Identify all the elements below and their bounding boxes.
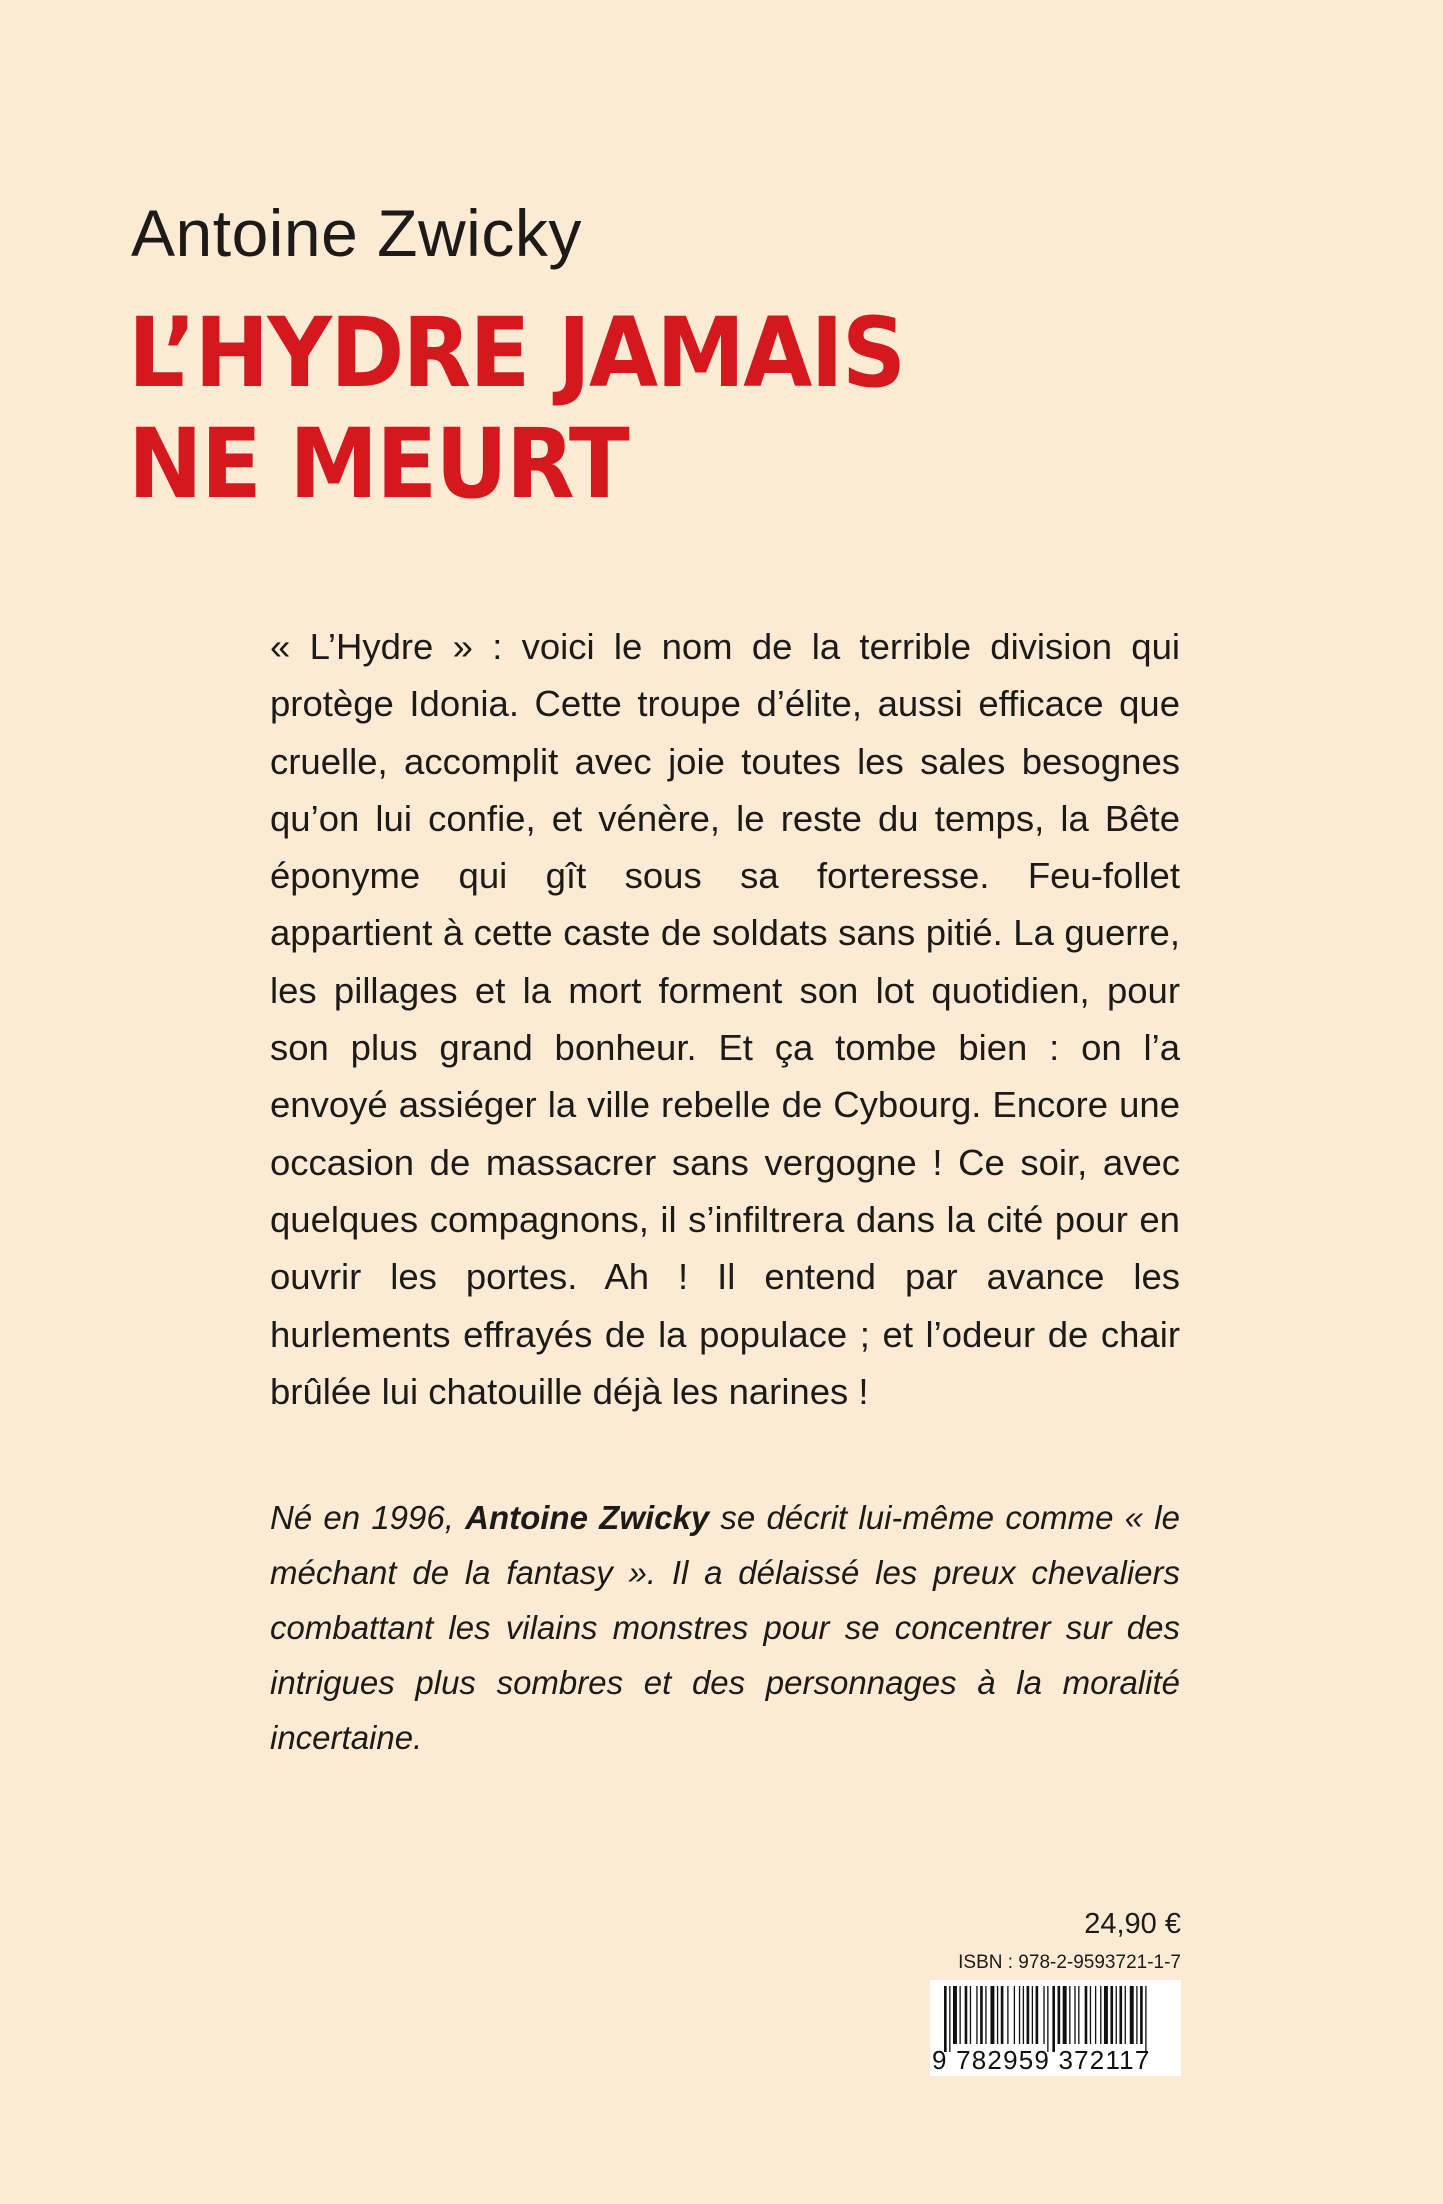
- author-name: Antoine Zwicky: [131, 196, 582, 270]
- author-bio-name: Antoine Zwicky: [465, 1499, 710, 1536]
- barcode: [930, 1980, 1181, 2076]
- author-bio-text: se décrit lui-même comme « le méchant de la fantasy ». Il a délaissé les preux chevaliers combattant les vilains monstres pour se concentrer sur des intrigues plus sombres et des personnages à la moralité incertaine.: [270, 1499, 1180, 1756]
- author-bio-prefix: Né en 1996,: [270, 1499, 466, 1536]
- author-bio: [270, 1490, 1180, 1765]
- book-title: [128, 298, 1058, 520]
- isbn-label: ISBN : 978-2-9593721-1-7: [958, 1952, 1181, 1973]
- back-cover-blurb: « L’Hydre » : voici le nom de la terrible division qui protège Idonia. Cette troupe d’élite, aussi efficace que cruelle, accomplit avec joie toutes les sales besognes qu’on lui confie, et vénère, le reste du temps, la Bête éponyme qui gît sous sa forteresse. Feu-follet appartient à cette caste de soldats sans pitié. La guerre, les pillages et la mort forment son lot quotidien, pour son plus grand bonheur. Et ça tombe bien : on l’a envoyé assiéger la ville rebelle de Cybourg. Encore une occasion de massacrer sans vergogne ! Ce soir, avec quelques compagnons, il s’infiltrera dans la cité pour en ouvrir les portes. Ah ! Il entend par avance les hurlements effrayés de la populace ; et l’odeur de chair brûlée lui chatouille déjà les narines !: [270, 626, 1180, 1412]
- price-label: 24,90 €: [1084, 1908, 1181, 1940]
- barcode-digits: 9 782959 372117: [932, 2046, 1151, 2074]
- title-line-2: NE MEURT: [128, 408, 628, 520]
- title-line-1: L’HYDRE JAMAIS: [128, 297, 905, 409]
